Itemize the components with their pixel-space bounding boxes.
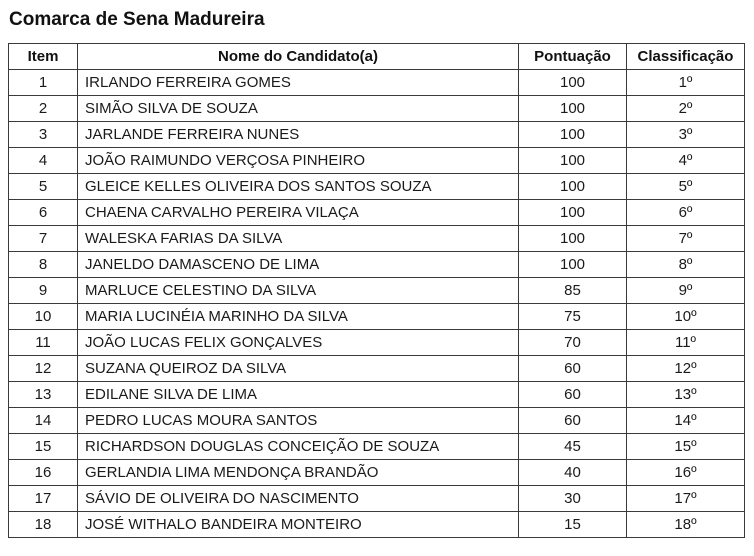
- table-row: [9, 96, 745, 122]
- cell-item: 3: [9, 122, 78, 148]
- cell-item: 7: [9, 226, 78, 252]
- cell-rank: 1º: [627, 70, 745, 96]
- cell-score: 100: [519, 174, 627, 200]
- cell-rank: 16º: [627, 460, 745, 486]
- cell-item: 16: [9, 460, 78, 486]
- cell-name: SIMÃO SILVA DE SOUZA: [78, 96, 519, 122]
- cell-item: 10: [9, 304, 78, 330]
- cell-score: 70: [519, 330, 627, 356]
- cell-rank: 4º: [627, 148, 745, 174]
- header-row: [9, 44, 745, 70]
- cell-name: JANELDO DAMASCENO DE LIMA: [78, 252, 519, 278]
- table-row: [9, 70, 745, 96]
- cell-item: 14: [9, 408, 78, 434]
- table-row: [9, 356, 745, 382]
- cell-rank: 3º: [627, 122, 745, 148]
- cell-item: 15: [9, 434, 78, 460]
- table-header: [9, 44, 745, 70]
- cell-name: EDILANE SILVA DE LIMA: [78, 382, 519, 408]
- cell-rank: 12º: [627, 356, 745, 382]
- cell-rank: 10º: [627, 304, 745, 330]
- cell-rank: 2º: [627, 96, 745, 122]
- cell-rank: 15º: [627, 434, 745, 460]
- table-row: [9, 122, 745, 148]
- cell-score: 100: [519, 122, 627, 148]
- cell-name: SÁVIO DE OLIVEIRA DO NASCIMENTO: [78, 486, 519, 512]
- table-row: [9, 408, 745, 434]
- cell-name: WALESKA FARIAS DA SILVA: [78, 226, 519, 252]
- cell-score: 100: [519, 96, 627, 122]
- cell-name: GLEICE KELLES OLIVEIRA DOS SANTOS SOUZA: [78, 174, 519, 200]
- cell-item: 4: [9, 148, 78, 174]
- table-row: [9, 200, 745, 226]
- cell-item: 8: [9, 252, 78, 278]
- cell-item: 17: [9, 486, 78, 512]
- cell-rank: 11º: [627, 330, 745, 356]
- table-row: [9, 304, 745, 330]
- cell-score: 60: [519, 382, 627, 408]
- cell-name: CHAENA CARVALHO PEREIRA VILAÇA: [78, 200, 519, 226]
- cell-rank: 9º: [627, 278, 745, 304]
- cell-score: 100: [519, 226, 627, 252]
- results-table: [8, 43, 745, 538]
- table-row: [9, 252, 745, 278]
- cell-name: JARLANDE FERREIRA NUNES: [78, 122, 519, 148]
- cell-score: 60: [519, 356, 627, 382]
- table-row: [9, 486, 745, 512]
- table-row: [9, 330, 745, 356]
- cell-item: 9: [9, 278, 78, 304]
- cell-name: JOÃO RAIMUNDO VERÇOSA PINHEIRO: [78, 148, 519, 174]
- cell-name: MARIA LUCINÉIA MARINHO DA SILVA: [78, 304, 519, 330]
- cell-item: 6: [9, 200, 78, 226]
- cell-rank: 6º: [627, 200, 745, 226]
- cell-item: 12: [9, 356, 78, 382]
- cell-score: 15: [519, 512, 627, 538]
- cell-item: 11: [9, 330, 78, 356]
- cell-name: MARLUCE CELESTINO DA SILVA: [78, 278, 519, 304]
- cell-name: PEDRO LUCAS MOURA SANTOS: [78, 408, 519, 434]
- cell-rank: 13º: [627, 382, 745, 408]
- cell-name: RICHARDSON DOUGLAS CONCEIÇÃO DE SOUZA: [78, 434, 519, 460]
- cell-rank: 8º: [627, 252, 745, 278]
- table-row: [9, 226, 745, 252]
- cell-item: 1: [9, 70, 78, 96]
- table-body: [9, 70, 745, 538]
- cell-score: 85: [519, 278, 627, 304]
- cell-score: 100: [519, 200, 627, 226]
- header-item: Item: [9, 44, 78, 70]
- cell-score: 45: [519, 434, 627, 460]
- table-row: [9, 382, 745, 408]
- cell-score: 100: [519, 252, 627, 278]
- table-row: [9, 148, 745, 174]
- page-title: Comarca de Sena Madureira: [9, 9, 265, 30]
- cell-score: 60: [519, 408, 627, 434]
- cell-score: 75: [519, 304, 627, 330]
- cell-rank: 7º: [627, 226, 745, 252]
- cell-score: 40: [519, 460, 627, 486]
- cell-item: 2: [9, 96, 78, 122]
- cell-rank: 14º: [627, 408, 745, 434]
- cell-name: IRLANDO FERREIRA GOMES: [78, 70, 519, 96]
- cell-score: 100: [519, 148, 627, 174]
- cell-rank: 17º: [627, 486, 745, 512]
- cell-score: 30: [519, 486, 627, 512]
- cell-rank: 18º: [627, 512, 745, 538]
- cell-name: GERLANDIA LIMA MENDONÇA BRANDÃO: [78, 460, 519, 486]
- cell-name: JOSÉ WITHALO BANDEIRA MONTEIRO: [78, 512, 519, 538]
- cell-score: 100: [519, 70, 627, 96]
- header-name: Nome do Candidato(a): [78, 44, 519, 70]
- table-row: [9, 434, 745, 460]
- header-score: Pontuação: [519, 44, 627, 70]
- table-row: [9, 512, 745, 538]
- table-row: [9, 174, 745, 200]
- cell-item: 13: [9, 382, 78, 408]
- cell-name: SUZANA QUEIROZ DA SILVA: [78, 356, 519, 382]
- cell-item: 18: [9, 512, 78, 538]
- cell-item: 5: [9, 174, 78, 200]
- cell-name: JOÃO LUCAS FELIX GONÇALVES: [78, 330, 519, 356]
- table-row: [9, 460, 745, 486]
- cell-rank: 5º: [627, 174, 745, 200]
- header-rank: Classificação: [627, 44, 745, 70]
- table-row: [9, 278, 745, 304]
